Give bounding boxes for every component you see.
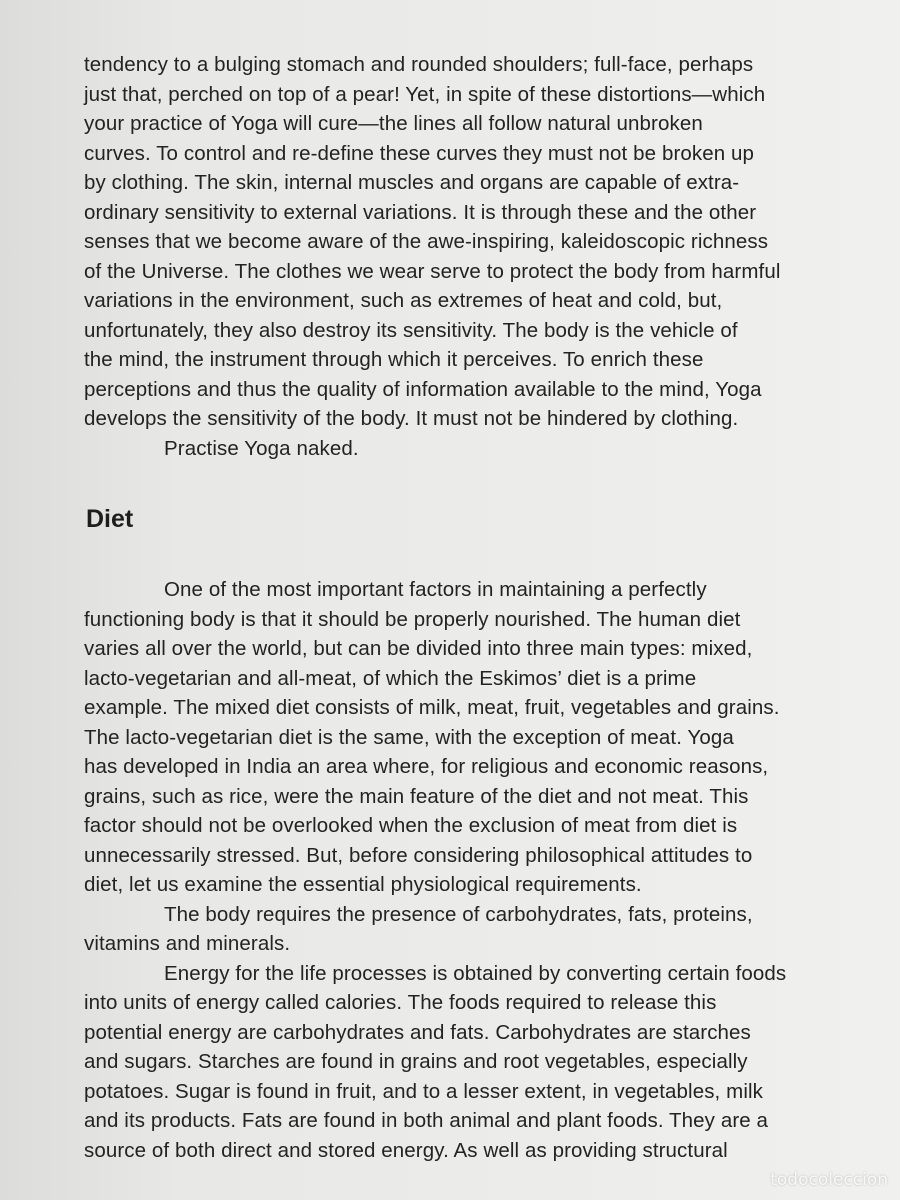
text-line: unfortunately, they also destroy its sensitivity. The body is the vehicle of (84, 318, 738, 342)
section-heading: Diet (86, 505, 134, 533)
text-line: has developed in India an area where, for religious and economic reasons, (84, 755, 769, 778)
text-line: develops the sensitivity of the body. It must not be hindered by clothing. (84, 407, 739, 430)
text-line: Energy for the life processes is obtained by converting certain foods (164, 961, 787, 985)
text-line: your practice of Yoga will cure—the lines all follow natural unbroken (84, 112, 703, 135)
text-line: ordinary sensitivity to external variations. It is through these and the other (84, 200, 757, 224)
diet-section-body (84, 575, 854, 1165)
text-line: tendency to a bulging stomach and rounded shoulders; full-face, perhaps (84, 53, 754, 76)
text-line: diet, let us examine the essential physiological requirements. (84, 873, 642, 896)
text-line: by clothing. The skin, internal muscles and organs are capable of extra- (84, 171, 740, 194)
watermark-text: todocoleccion (770, 1170, 888, 1190)
text-line: unnecessarily stressed. But, before considering philosophical attitudes to (84, 843, 753, 867)
text-line: the mind, the instrument through which it perceives. To enrich these (84, 348, 704, 371)
text-line: The lacto-vegetarian diet is the same, with the exception of meat. Yoga (84, 725, 734, 749)
text-line: lacto-vegetarian and all-meat, of which the Eskimos’ diet is a prime (84, 666, 697, 690)
text-line: and its products. Fats are found in both animal and plant foods. They are a (84, 1109, 769, 1132)
text-line: One of the most important factors in maintaining a perfectly (164, 578, 707, 601)
text-line: example. The mixed diet consists of milk, meat, fruit, vegetables and grains. (84, 696, 780, 719)
text-line: curves. To control and re-define these curves they must not be broken up (84, 141, 755, 165)
text-line: just that, perched on top of a pear! Yet, in spite of these distortions—which (84, 82, 766, 106)
text-line: grains, such as rice, were the main feature of the diet and not meat. This (84, 784, 749, 808)
text-line: vitamins and minerals. (84, 932, 291, 955)
text-line: varies all over the world, but can be divided into three main types: mixed, (84, 637, 753, 660)
text-line: of the Universe. The clothes we wear serve to protect the body from harmful (84, 259, 781, 283)
continuation-paragraph (84, 50, 854, 463)
text-line: source of both direct and stored energy. As well as providing structural (84, 1138, 728, 1162)
text-line: functioning body is that it should be properly nourished. The human diet (84, 607, 741, 631)
text-line: potential energy are carbohydrates and fats. Carbohydrates are starches (84, 1020, 751, 1044)
text-line: The body requires the presence of carbohydrates, fats, proteins, (164, 902, 753, 926)
text-line: and sugars. Starches are found in grains and root vegetables, especially (84, 1050, 748, 1073)
text-line: factor should not be overlooked when the exclusion of meat from diet is (84, 814, 738, 837)
closing-line: Practise Yoga naked. (164, 436, 359, 460)
text-line: perceptions and thus the quality of information available to the mind, Yoga (84, 377, 762, 401)
text-line: variations in the environment, such as extremes of heat and cold, but, (84, 289, 723, 312)
text-line: senses that we become aware of the awe-inspiring, kaleidoscopic richness (84, 230, 769, 253)
text-line: into units of energy called calories. The foods required to release this (84, 991, 717, 1014)
text-line: potatoes. Sugar is found in fruit, and to a lesser extent, in vegetables, milk (84, 1079, 763, 1103)
